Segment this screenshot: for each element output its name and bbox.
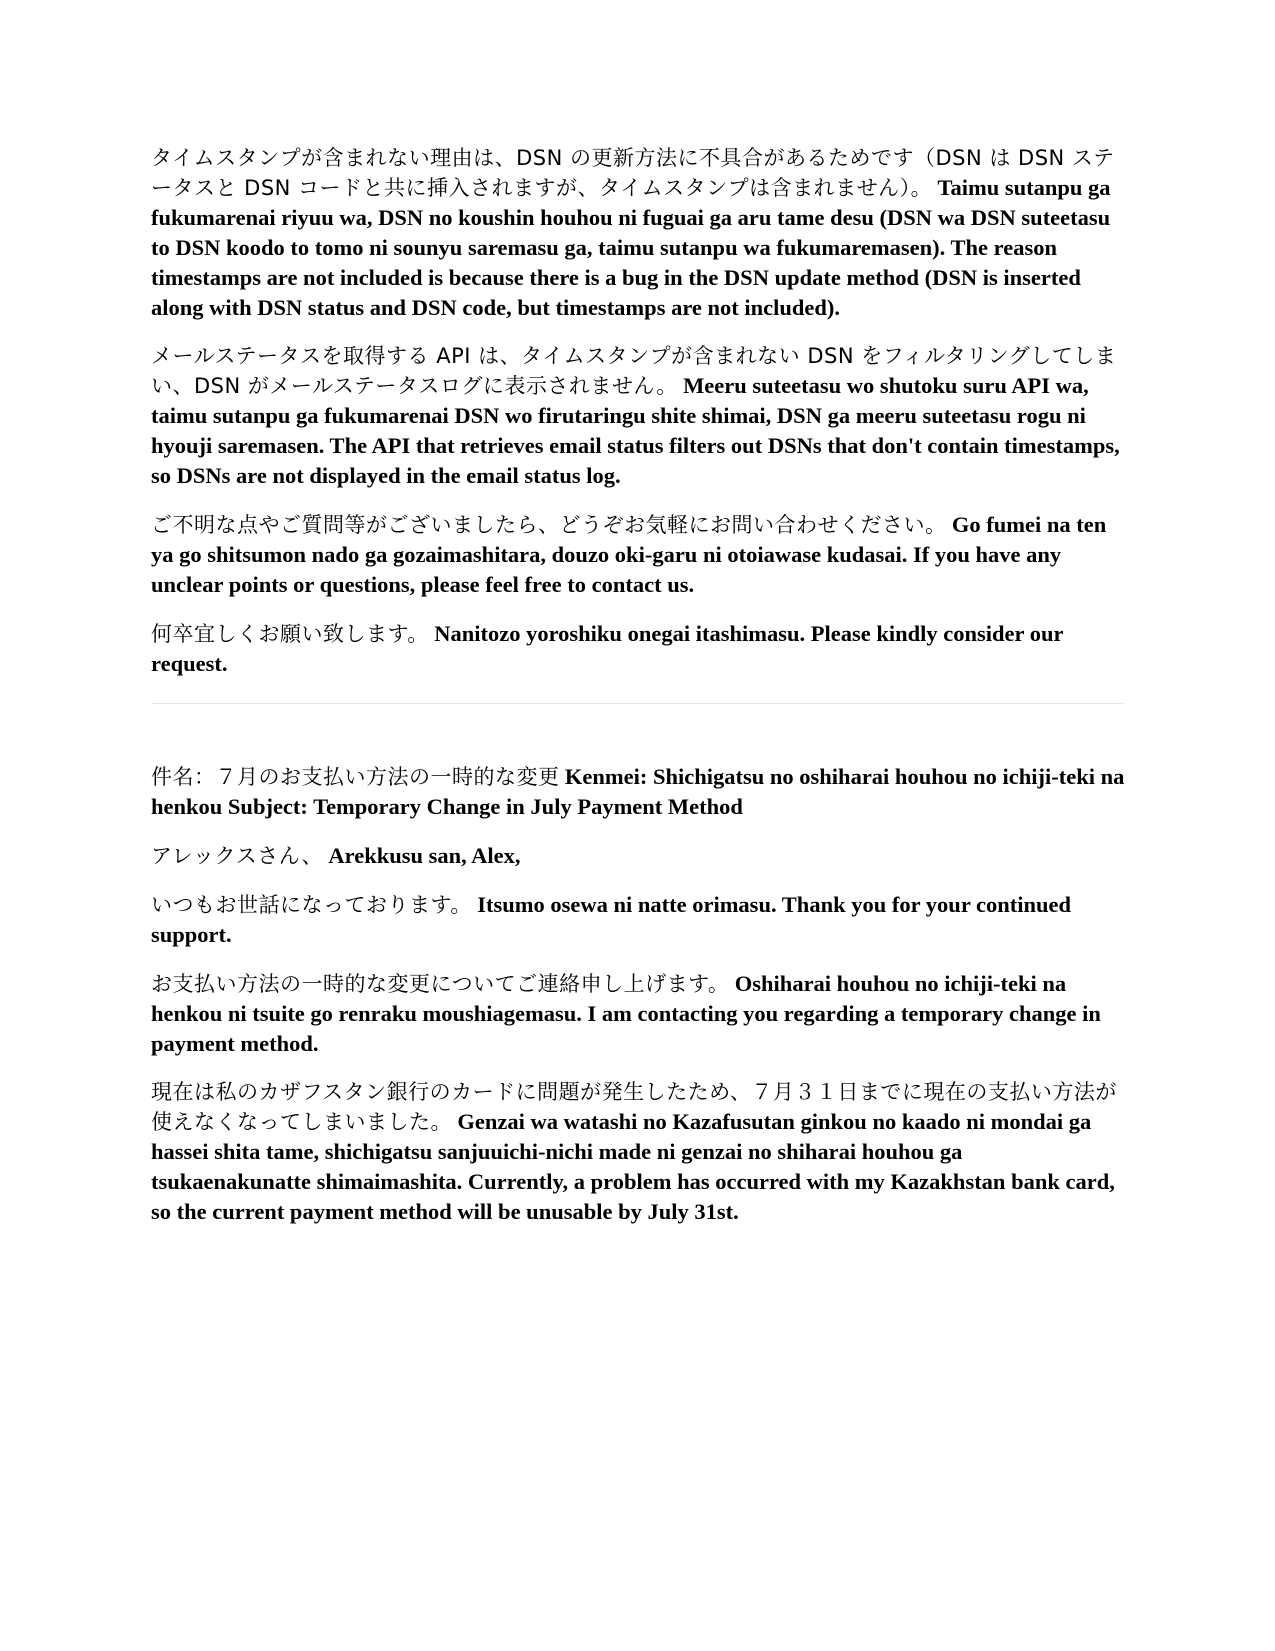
section-divider [151, 703, 1125, 704]
japanese-text: 件名：７月のお支払い方法の一時的な変更 [151, 765, 560, 789]
paragraph-closing [151, 619, 1125, 679]
romaji-english-text: Kenmei: Shichigatsu no oshiharai houhou no ichiji-teki na henkou Subject: Temporary Change in July Payment Method [151, 764, 1125, 819]
japanese-text: いつもお世話になっております。 [151, 893, 472, 917]
paragraph-contact-reason [151, 969, 1125, 1059]
romaji-english-text: Arekkusu san, Alex, [328, 843, 521, 868]
romaji-english-text: Meeru suteetasu wo shutoku suru API wa, taimu sutanpu ga fukumarenai DSN wo firutaringu shite shimai, DSN ga meeru suteetasu rogu ni hyouji saremasen. The API that retrieves email status filters out DSNs that don't contain timestamps, so DSNs are not displayed in the email status log. [151, 373, 1120, 488]
romaji-english-text: Genzai wa watashi no Kazafusutan ginkou no kaado ni mondai ga hassei shita tame, shichigatsu sanjuuichi-nichi made ni genzai no shiharai houhou ga tsukaenakunatte shimaimashita. Currently, a problem has occurred with my Kazakhstan bank card, so the current payment method will be unusable by July 31st. [151, 1109, 1115, 1224]
paragraph-thanks [151, 890, 1125, 950]
document-page [151, 144, 1125, 1246]
paragraph-greeting [151, 841, 1125, 871]
romaji-english-text: Go fumei na ten ya go shitsumon nado ga gozaimashitara, douzo oki-garu ni otoiawase kudasai. If you have any unclear points or questions, please feel free to contact us. [151, 512, 1107, 597]
japanese-text: 何卒宜しくお願い致します。 [151, 622, 429, 646]
romaji-english-text: Nanitozo yoroshiku onegai itashimasu. Please kindly consider our request. [151, 621, 1064, 676]
section-payment-email [151, 762, 1125, 1227]
paragraph-api-filter [151, 342, 1125, 491]
japanese-text: タイムスタンプが含まれない理由は、DSN の更新方法に不具合があるためです（DSN は DSN ステータスと DSN コードと共に挿入されますが、タイムスタンプは含まれません）。 [151, 146, 1115, 200]
romaji-english-text: Taimu sutanpu ga fukumarenai riyuu wa, DSN no koushin houhou ni fuguai ga aru tame desu (DSN wa DSN suteetasu to DSN koodo to tomo ni sounyu saremasu ga, taimu sutanpu wa fukumaremasen). The reason timestamps are not included is because there is a bug in the DSN update method (DSN is inserted along with DSN status and DSN code, but timestamps are not included). [151, 175, 1111, 320]
paragraph-timestamp-reason [151, 144, 1125, 323]
paragraph-contact-us [151, 510, 1125, 600]
japanese-text: アレックスさん、 [151, 844, 323, 868]
japanese-text: ご不明な点やご質問等がございましたら、どうぞお気軽にお問い合わせください。 [151, 513, 947, 537]
japanese-text: 現在は私のカザフスタン銀行のカードに問題が発生したため、７月３１日までに現在の支払い方法が使えなくなってしまいました。 [151, 1080, 1117, 1134]
romaji-english-text: Oshiharai houhou no ichiji-teki na henkou ni tsuite go renraku moushiagemasu. I am contacting you regarding a temporary change in payment method. [151, 971, 1101, 1056]
section-dsn-explanation [151, 144, 1125, 679]
japanese-text: メールステータスを取得する API は、タイムスタンプが含まれない DSN をフィルタリングしてしまい、DSN がメールステータスログに表示されません。 [151, 344, 1117, 398]
japanese-text: お支払い方法の一時的な変更についてご連絡申し上げます。 [151, 972, 730, 996]
paragraph-card-problem [151, 1078, 1125, 1227]
romaji-english-text: Itsumo osewa ni natte orimasu. Thank you for your continued support. [151, 892, 1072, 947]
paragraph-subject [151, 762, 1125, 822]
